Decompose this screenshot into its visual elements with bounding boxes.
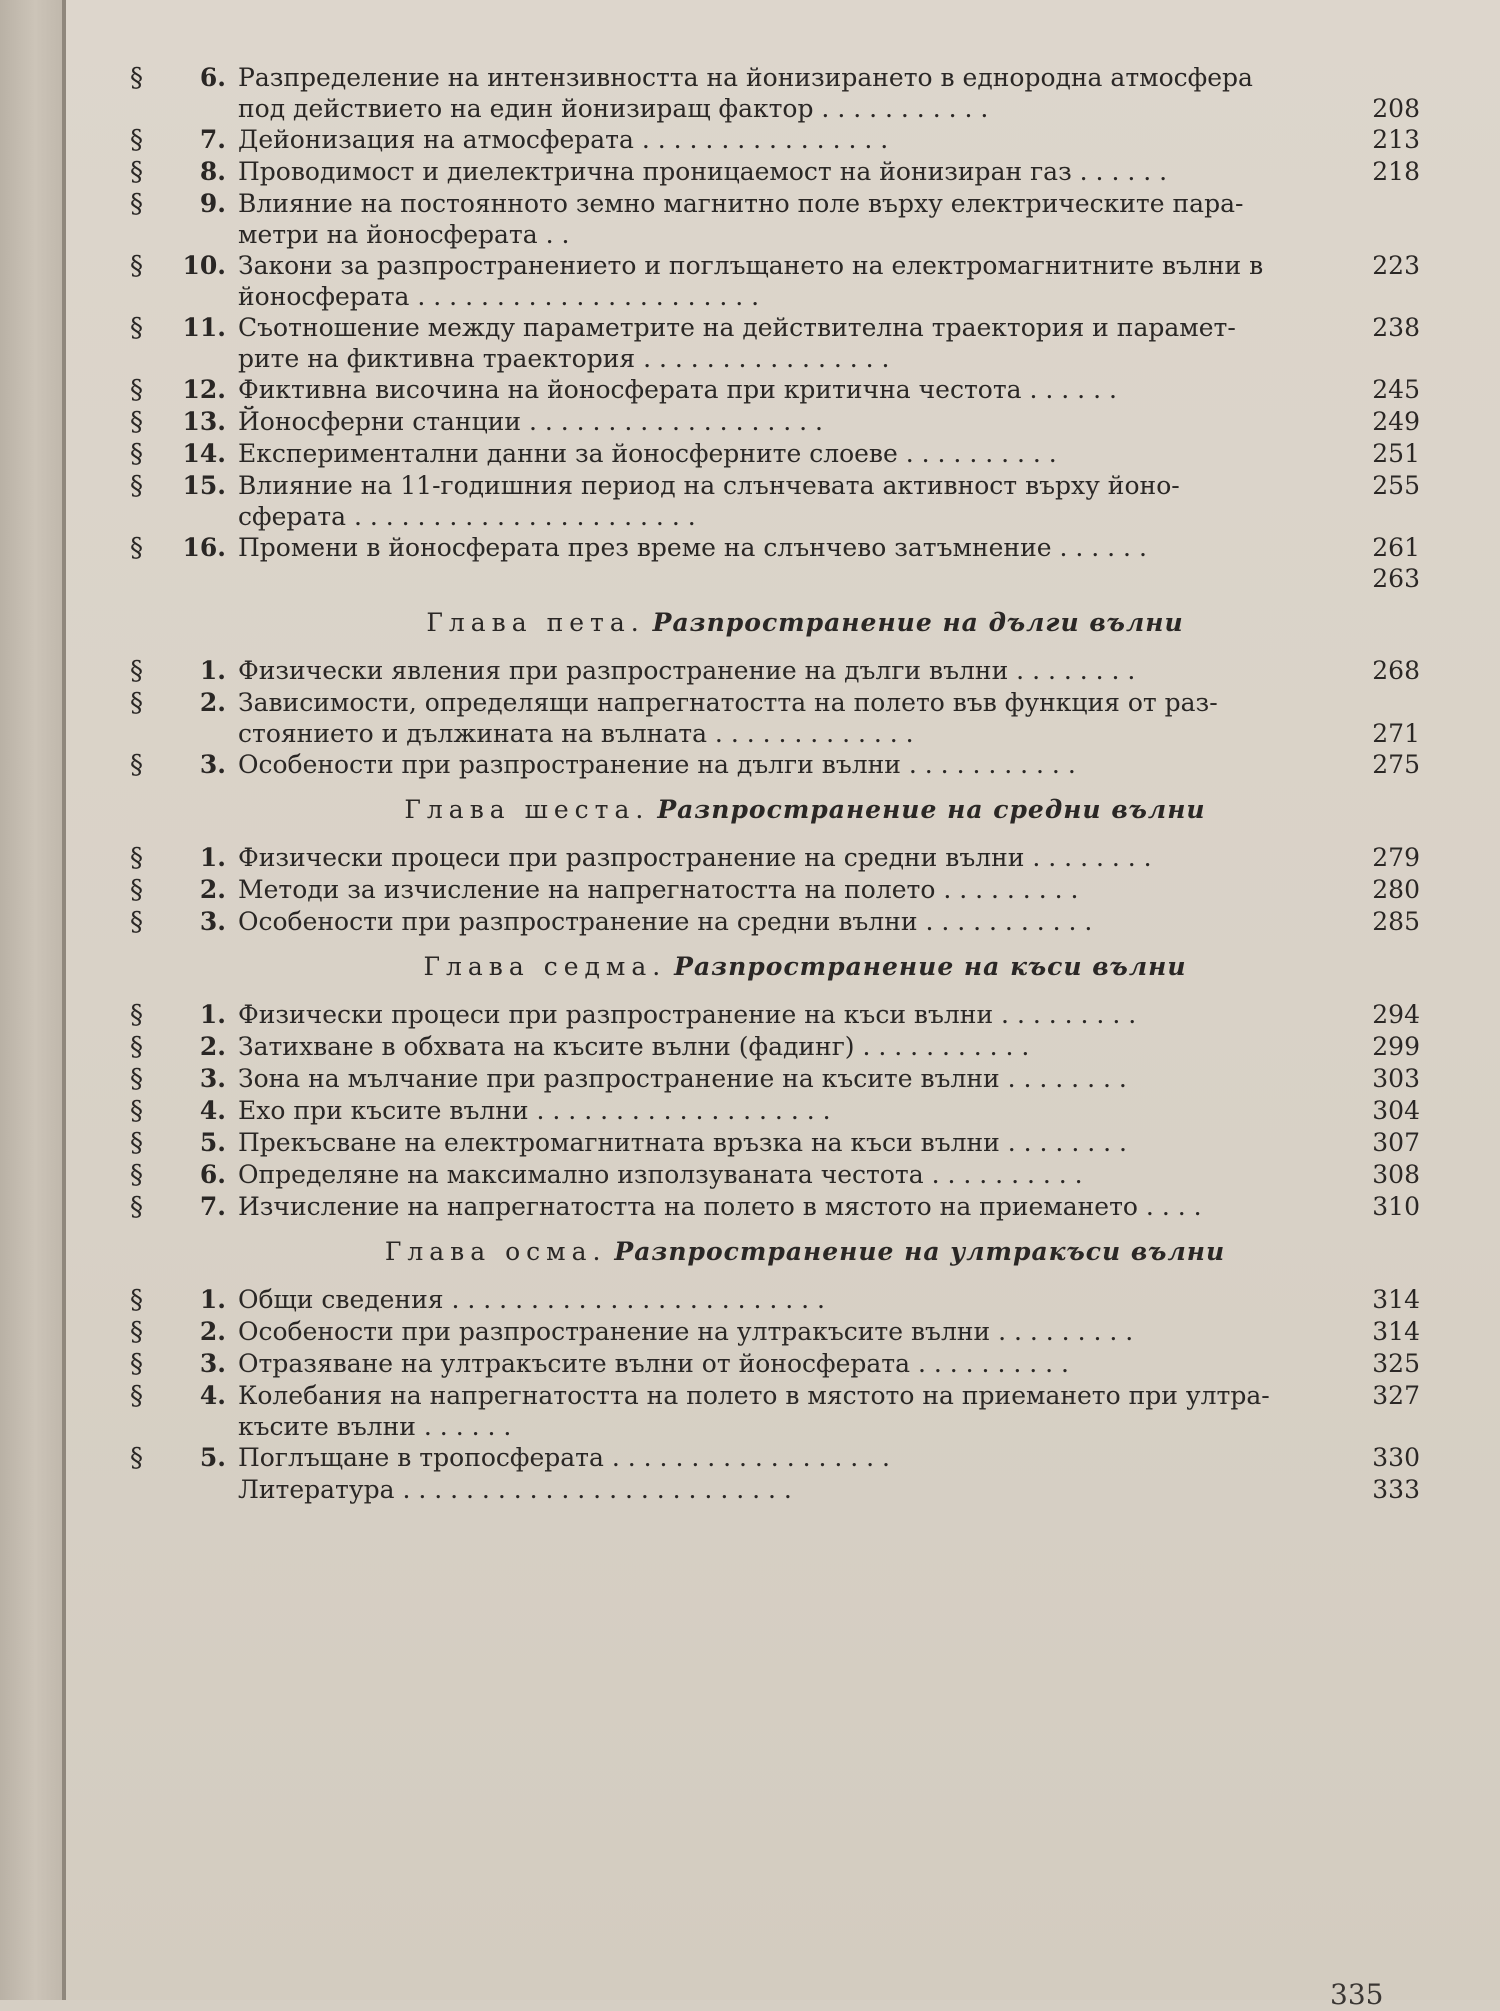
toc-entry	[130, 438, 1420, 470]
entry-title-line: Ехо при късите вълни . . . . . . . . . . . . . . . . . . .	[238, 1096, 831, 1125]
chapter-title: Разпространение на къси вълни	[674, 952, 1187, 981]
toc-entry	[130, 655, 1420, 687]
toc-entry	[130, 1063, 1420, 1095]
section-sign: §	[130, 1032, 143, 1062]
entry-title	[238, 374, 1310, 405]
entry-number: 15.	[182, 471, 226, 500]
chapter-label: Глава пета.	[426, 608, 645, 637]
entry-pages	[1310, 124, 1420, 155]
entry-title-line: Зона на мълчание при разпространение на късите вълни . . . . . . . .	[238, 1064, 1127, 1093]
page-number: 275	[1372, 750, 1420, 779]
section-sign: §	[130, 1192, 143, 1222]
page-number: 310	[1372, 1192, 1420, 1221]
section-sign: §	[130, 1000, 143, 1030]
entry-title	[238, 1284, 1310, 1315]
chapter-label: Глава седма.	[423, 952, 667, 981]
entry-number: 7.	[199, 1192, 226, 1221]
page-number: 245	[1372, 375, 1420, 404]
entry-title	[238, 250, 1310, 312]
entry-title	[238, 62, 1310, 124]
section-sign: §	[130, 1381, 143, 1411]
entry-pages	[1310, 1442, 1420, 1473]
entry-title-line: метри на йоносферата . .	[238, 220, 570, 249]
section-sign: §	[130, 688, 143, 718]
toc-entry	[130, 1474, 1420, 1505]
entry-number: 3.	[199, 1349, 226, 1378]
section-sign: §	[130, 1064, 143, 1094]
entry-title-line: рите на фиктивна траектория . . . . . . . . . . . . . . . .	[238, 344, 890, 373]
section-sign: §	[130, 533, 143, 563]
entry-title	[238, 188, 1310, 250]
entry-title-line: Затихване в обхвата на късите вълни (фадинг) . . . . . . . . . . .	[238, 1032, 1030, 1061]
toc-entry	[130, 1191, 1420, 1223]
toc-entry	[130, 1159, 1420, 1191]
page-number	[1310, 62, 1420, 93]
entry-title-line: Разпределение на интензивността на йонизирането в еднородна атмосфера	[238, 63, 1253, 92]
toc-entry	[130, 1442, 1420, 1474]
entry-number: 3.	[199, 1064, 226, 1093]
entry-number: 13.	[182, 407, 226, 436]
entry-title	[238, 842, 1310, 873]
section-sign: §	[130, 251, 143, 281]
toc-entry	[130, 1127, 1420, 1159]
section-sign: §	[130, 439, 143, 469]
entry-number: 2.	[199, 875, 226, 904]
entry-title	[238, 1031, 1310, 1062]
entry-title-line: Особености при разпространение на дълги вълни . . . . . . . . . . .	[238, 750, 1076, 779]
page-number: 330	[1372, 1443, 1420, 1472]
entry-pages	[1310, 470, 1420, 532]
section-sign: §	[130, 1443, 143, 1473]
entry-number: 6.	[199, 1160, 226, 1189]
toc-entry	[130, 124, 1420, 156]
entry-number: 5.	[199, 1443, 226, 1472]
entry-title	[238, 124, 1310, 155]
section-sign: §	[130, 313, 143, 343]
section-sign: §	[130, 1349, 143, 1379]
entry-title-line: под действието на един йонизиращ фактор . . . . . . . . . . .	[238, 94, 989, 123]
toc-entry	[130, 188, 1420, 250]
entry-title-line: стоянието и дължината на вълната . . . . . . . . . . . . .	[238, 719, 914, 748]
entry-pages	[1310, 438, 1420, 469]
page-number	[1310, 219, 1420, 250]
page-number: 294	[1372, 1000, 1420, 1029]
entry-title-line: Дейонизация на атмосферата . . . . . . . . . . . . . . . .	[238, 125, 889, 154]
toc-entry	[130, 312, 1420, 374]
entry-number: 1.	[199, 843, 226, 872]
entry-number: 12.	[182, 375, 226, 404]
entry-title	[238, 655, 1310, 686]
section-sign: §	[130, 1160, 143, 1190]
entry-title-line: Физически явления при разпространение на дълги вълни . . . . . . . .	[238, 656, 1136, 685]
entry-title	[238, 470, 1310, 532]
chapter-heading	[130, 952, 1420, 981]
section-sign: §	[130, 907, 143, 937]
chapter-heading	[130, 795, 1420, 824]
table-of-contents	[130, 62, 1420, 1505]
section-sign: §	[130, 1128, 143, 1158]
page-number: 261	[1372, 533, 1420, 562]
entry-pages	[1310, 312, 1420, 374]
page-number: 299	[1372, 1032, 1420, 1061]
entry-pages	[1310, 406, 1420, 437]
entry-title-line: Закони за разпространението и поглъщането на електромагнитните вълни в	[238, 251, 1264, 280]
entry-pages	[1310, 1095, 1420, 1126]
entry-pages	[1310, 1474, 1420, 1505]
entry-title	[238, 1316, 1310, 1347]
toc-entry	[130, 470, 1420, 532]
entry-title	[238, 1159, 1310, 1190]
entry-number: 6.	[199, 63, 226, 92]
entry-title-line: Особености при разпространение на ултракъсите вълни . . . . . . . . .	[238, 1317, 1134, 1346]
page-number: 308	[1372, 1160, 1420, 1189]
toc-entry	[130, 62, 1420, 124]
section-sign: §	[130, 189, 143, 219]
page-number: 213	[1372, 125, 1420, 154]
page-number: 251	[1372, 439, 1420, 468]
page-number: 238	[1372, 313, 1420, 342]
entry-title	[238, 438, 1310, 469]
page-number	[1310, 501, 1420, 532]
entry-title	[238, 687, 1310, 749]
toc-entry	[130, 1316, 1420, 1348]
entry-title-line: Изчисление на напрегнатостта на полето в мястото на приемането . . . .	[238, 1192, 1202, 1221]
section-sign: §	[130, 656, 143, 686]
entry-title	[238, 874, 1310, 905]
page-number	[1310, 188, 1420, 219]
page-number: 325	[1372, 1349, 1420, 1378]
section-sign: §	[130, 157, 143, 187]
entry-title-line: Колебания на напрегнатостта на полето в мястото на приемането при ултра-	[238, 1381, 1270, 1410]
entry-title	[238, 1095, 1310, 1126]
page-number	[1310, 343, 1420, 374]
page-number: 279	[1372, 843, 1420, 872]
entry-pages	[1310, 874, 1420, 905]
page-folio: 335	[1330, 1978, 1384, 2011]
book-gutter	[0, 0, 64, 2000]
entry-title-line: Йоносферни станции . . . . . . . . . . . . . . . . . . .	[238, 407, 823, 436]
entry-pages	[1310, 1348, 1420, 1379]
entry-number: 2.	[199, 1032, 226, 1061]
entry-title	[238, 312, 1310, 374]
entry-number: 8.	[199, 157, 226, 186]
entry-number: 2.	[199, 1317, 226, 1346]
entry-number: 9.	[199, 189, 226, 218]
entry-number: 1.	[199, 1000, 226, 1029]
page-number	[1310, 687, 1420, 718]
entry-title-line: Експериментални данни за йоносферните слоеве . . . . . . . . . .	[238, 439, 1057, 468]
entry-title-line: Физически процеси при разпространение на къси вълни . . . . . . . . .	[238, 1000, 1137, 1029]
entry-title	[238, 532, 1310, 563]
page-number: 303	[1372, 1064, 1420, 1093]
entry-number: 2.	[199, 688, 226, 717]
entry-number: 5.	[199, 1128, 226, 1157]
entry-pages	[1310, 532, 1420, 594]
entry-number: 16.	[182, 533, 226, 562]
entry-title	[238, 906, 1310, 937]
entry-title-line: Съотношение между параметрите на действителна траектория и парамет-	[238, 313, 1236, 342]
entry-pages	[1310, 374, 1420, 405]
entry-pages	[1310, 655, 1420, 686]
chapter-title: Разпространение на ултракъси вълни	[614, 1237, 1226, 1266]
section-sign: §	[130, 471, 143, 501]
entry-title-line: Физически процеси при разпространение на средни вълни . . . . . . . .	[238, 843, 1152, 872]
entry-title-line: йоносферата . . . . . . . . . . . . . . . . . . . . . .	[238, 282, 760, 311]
entry-title-line: Зависимости, определящи напрегнатостта на полето във функция от раз-	[238, 688, 1218, 717]
entry-title-line: Литература . . . . . . . . . . . . . . . . . . . . . . . . .	[238, 1475, 792, 1504]
section-sign: §	[130, 125, 143, 155]
entry-pages	[1310, 1191, 1420, 1222]
entry-pages	[1310, 1127, 1420, 1158]
page-number: 285	[1372, 907, 1420, 936]
toc-entry	[130, 406, 1420, 438]
page-number: 314	[1372, 1317, 1420, 1346]
entry-pages	[1310, 1284, 1420, 1315]
entry-pages	[1310, 999, 1420, 1030]
section-sign: §	[130, 1096, 143, 1126]
entry-title	[238, 1063, 1310, 1094]
page-number: 280	[1372, 875, 1420, 904]
entry-title	[238, 156, 1310, 187]
toc-entry	[130, 1284, 1420, 1316]
toc-entry	[130, 156, 1420, 188]
toc-entry	[130, 842, 1420, 874]
chapter-label: Глава осма.	[384, 1237, 607, 1266]
toc-entry	[130, 906, 1420, 938]
entry-pages	[1310, 1063, 1420, 1094]
entry-number: 3.	[199, 750, 226, 779]
entry-title	[238, 999, 1310, 1030]
entry-pages	[1310, 156, 1420, 187]
entry-title-line: Отразяване на ултракъсите вълни от йоносферата . . . . . . . . . .	[238, 1349, 1069, 1378]
entry-title-line: Влияние на постоянното земно магнитно поле върху електрическите пара-	[238, 189, 1244, 218]
section-sign: §	[130, 750, 143, 780]
page-number	[1310, 1411, 1420, 1442]
entry-title-line: Методи за изчисление на напрегнатостта на полето . . . . . . . . .	[238, 875, 1079, 904]
toc-entry	[130, 1031, 1420, 1063]
section-sign: §	[130, 1317, 143, 1347]
entry-title-line: Проводимост и диелектрична проницаемост на йонизиран газ . . . . . .	[238, 157, 1168, 186]
entry-title	[238, 749, 1310, 780]
entry-pages	[1310, 749, 1420, 780]
entry-title-line: Поглъщане в тропосферата . . . . . . . . . . . . . . . . . .	[238, 1443, 891, 1472]
chapter-title: Разпространение на дълги вълни	[652, 608, 1184, 637]
entry-pages	[1310, 62, 1420, 124]
toc-entry	[130, 999, 1420, 1031]
entry-pages	[1310, 1159, 1420, 1190]
entry-number: 3.	[199, 907, 226, 936]
entry-pages	[1310, 188, 1420, 250]
entry-title-line: сферата . . . . . . . . . . . . . . . . . . . . . .	[238, 502, 696, 531]
entry-pages	[1310, 1316, 1420, 1347]
entry-title-line: Влияние на 11-годишния период на слънчевата активност върху йоно-	[238, 471, 1180, 500]
entry-number: 14.	[182, 439, 226, 468]
entry-number: 1.	[199, 656, 226, 685]
page-number: 268	[1372, 656, 1420, 685]
toc-entry	[130, 1380, 1420, 1442]
toc-entry	[130, 874, 1420, 906]
entry-number: 4.	[199, 1096, 226, 1125]
entry-title-line: Прекъсване на електромагнитната връзка на къси вълни . . . . . . . .	[238, 1128, 1127, 1157]
page-number: 263	[1372, 564, 1420, 593]
entry-title	[238, 406, 1310, 437]
entry-number: 1.	[199, 1285, 226, 1314]
entry-pages	[1310, 250, 1420, 312]
entry-number: 4.	[199, 1381, 226, 1410]
entry-pages	[1310, 687, 1420, 749]
entry-title-line: Фиктивна височина на йоносферата при критична честота . . . . . .	[238, 375, 1117, 404]
page-number: 314	[1372, 1285, 1420, 1314]
page-number: 304	[1372, 1096, 1420, 1125]
section-sign: §	[130, 875, 143, 905]
toc-entry	[130, 250, 1420, 312]
page-number: 333	[1372, 1475, 1420, 1504]
entry-number: 11.	[182, 313, 226, 342]
page-number: 327	[1372, 1381, 1420, 1410]
page-number: 218	[1372, 157, 1420, 186]
chapter-title: Разпространение на средни вълни	[657, 795, 1206, 824]
section-sign: §	[130, 375, 143, 405]
toc-entry	[130, 1348, 1420, 1380]
chapter-label: Глава шеста.	[404, 795, 650, 824]
page-number: 208	[1372, 94, 1420, 123]
toc-entry	[130, 749, 1420, 781]
entry-title-line: късите вълни . . . . . .	[238, 1412, 512, 1441]
section-sign: §	[130, 63, 143, 93]
chapter-heading	[130, 608, 1420, 637]
entry-number: 10.	[182, 251, 226, 280]
entry-title-line: Промени в йоносферата през време на слънчево затъмнение . . . . . .	[238, 533, 1147, 562]
entry-pages	[1310, 842, 1420, 873]
entry-pages	[1310, 906, 1420, 937]
page-number: 249	[1372, 407, 1420, 436]
section-sign: §	[130, 407, 143, 437]
entry-title-line: Определяне на максимално използуваната честота . . . . . . . . . .	[238, 1160, 1083, 1189]
toc-entry	[130, 687, 1420, 749]
chapter-heading	[130, 1237, 1420, 1266]
page-number: 307	[1372, 1128, 1420, 1157]
entry-title	[238, 1127, 1310, 1158]
toc-entry	[130, 374, 1420, 406]
entry-number: 7.	[199, 125, 226, 154]
entry-title-line: Общи сведения . . . . . . . . . . . . . . . . . . . . . . . .	[238, 1285, 825, 1314]
entry-pages	[1310, 1380, 1420, 1442]
page-number: 223	[1372, 251, 1420, 280]
entry-pages	[1310, 1031, 1420, 1062]
toc-entry	[130, 532, 1420, 594]
entry-title	[238, 1380, 1310, 1442]
section-sign: §	[130, 1285, 143, 1315]
page-number: 255	[1372, 471, 1420, 500]
entry-title	[238, 1442, 1310, 1473]
entry-title	[130, 1474, 1310, 1505]
toc-entry	[130, 1095, 1420, 1127]
page-number: 271	[1372, 719, 1420, 748]
page-number	[1310, 281, 1420, 312]
entry-title	[238, 1348, 1310, 1379]
entry-title-line: Особености при разпространение на средни вълни . . . . . . . . . . .	[238, 907, 1093, 936]
section-sign: §	[130, 843, 143, 873]
entry-title	[238, 1191, 1310, 1222]
